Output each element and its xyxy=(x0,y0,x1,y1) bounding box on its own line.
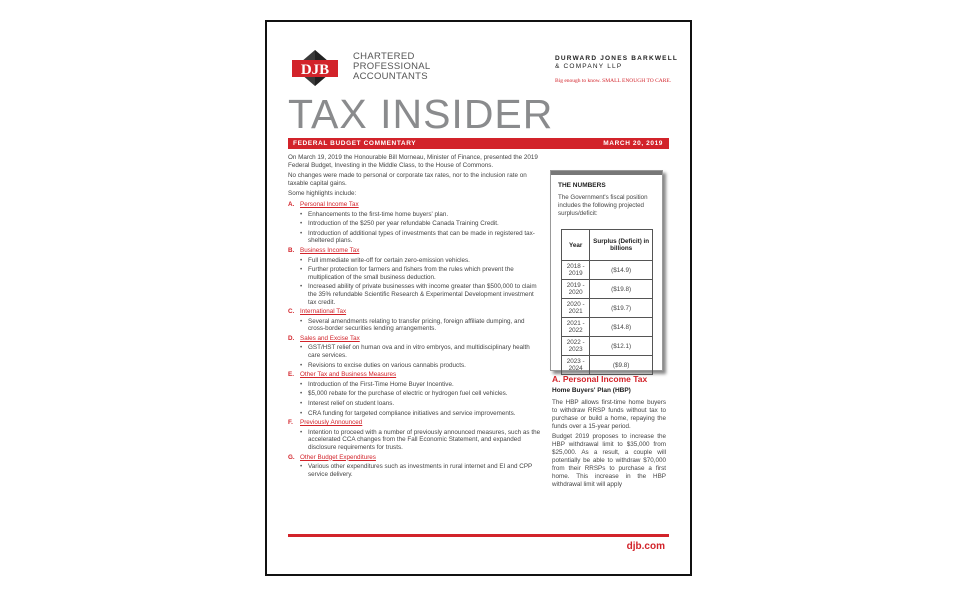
right-paragraph: The HBP allows first-time home buyers to withdraw RRSP funds without tax to purchase or build a home, repaying the funds over a 15-year period. xyxy=(552,399,666,430)
intro-paragraph: No changes were made to personal or corporate tax rates, nor to the inclusion rate on taxable capital gains. xyxy=(288,172,527,187)
table-cell-year: 2021 - 2022 xyxy=(562,318,590,337)
section-letter: C. xyxy=(288,308,295,316)
section-name: Business Income Tax xyxy=(300,246,360,254)
footer-rule xyxy=(288,534,669,537)
cpa-designation xyxy=(353,52,431,82)
list-item: • Interest relief on student loans. xyxy=(300,400,543,408)
section-list xyxy=(288,211,543,245)
tagline: Big enough to know. SMALL ENOUGH TO CARE. xyxy=(555,78,672,84)
cpa-line: ACCOUNTANTS xyxy=(353,71,428,82)
list-item: • Increased ability of private businesses with income greater than $500,000 to claim the 35% refundable Scientific Research & Experimental Development investment tax credit. xyxy=(300,283,543,306)
section-name: International Tax xyxy=(300,308,347,316)
table-cell-value: ($19.8) xyxy=(590,280,653,299)
list-item: • Several amendments relating to transfer pricing, foreign affiliate dumping, and cross-border securities lending arrangements. xyxy=(300,318,543,333)
section-list xyxy=(288,344,543,369)
table-cell-year: 2023 - 2024 xyxy=(562,356,590,375)
list-item: • CRA funding for targeted compliance initiatives and service improvements. xyxy=(300,410,543,418)
section-heading xyxy=(288,454,543,462)
newsletter-title: TAX INSIDER xyxy=(288,91,554,137)
list-item: • Introduction of the First-Time Home Buyer Incentive. xyxy=(300,381,543,389)
section-heading xyxy=(288,371,543,379)
section-heading xyxy=(288,308,543,316)
intro-paragraph: On March 19, 2019 the Honourable Bill Morneau, Minister of Finance, presented the 2019 Federal Budget, Investing in the Middle Class, to the House of Commons. xyxy=(288,154,538,169)
section-list xyxy=(288,257,543,307)
table-row xyxy=(562,280,653,299)
section-list xyxy=(288,429,543,452)
table-cell-year: 2022 - 2023 xyxy=(562,337,590,356)
section-name: Other Tax and Business Measures xyxy=(300,371,397,379)
list-item: • Intention to proceed with a number of previously announced measures, such as the accelerated CCA changes from the Fall Economic Statement, and expanded disclosure requirements for trusts. xyxy=(300,429,543,452)
list-item: • Further protection for farmers and fishers from the rules which prevent the multiplication of the small business deduction. xyxy=(300,266,543,281)
section-letter: D. xyxy=(288,334,295,342)
section-list xyxy=(288,318,543,333)
djb-logo xyxy=(288,48,342,88)
list-item: • Enhancements to the first-time home buyers' plan. xyxy=(300,211,543,219)
right-subheading: Home Buyers' Plan (HBP) xyxy=(552,387,631,394)
left-column xyxy=(288,154,543,480)
table-header-year: Year xyxy=(562,230,590,261)
list-item: • Introduction of additional types of investments that can be made in registered tax-sheltered plans. xyxy=(300,230,543,245)
table-row xyxy=(562,261,653,280)
table-cell-year: 2018 - 2019 xyxy=(562,261,590,280)
right-body xyxy=(552,399,666,491)
section-letter: F. xyxy=(288,419,293,427)
header-band xyxy=(288,138,669,149)
numbers-text: The Government's fiscal position includes the following projected surplus/deficit: xyxy=(558,194,648,217)
intro-paragraph: Some highlights include: xyxy=(288,190,357,198)
surplus-table xyxy=(561,229,653,375)
firm-sub: & COMPANY LLP xyxy=(555,63,623,70)
table-cell-value: ($9.8) xyxy=(590,356,653,375)
section-list xyxy=(288,463,543,478)
table-cell-value: ($14.8) xyxy=(590,318,653,337)
table-cell-year: 2020 - 2021 xyxy=(562,299,590,318)
section-letter: E. xyxy=(288,371,294,379)
section-name: Previously Announced xyxy=(300,419,363,427)
table-cell-value: ($19.7) xyxy=(590,299,653,318)
right-heading: A. Personal Income Tax xyxy=(552,374,648,384)
footer-url[interactable]: djb.com xyxy=(626,541,665,552)
section-list xyxy=(288,381,543,417)
numbers-box-bar xyxy=(551,171,662,175)
band-label: FEDERAL BUDGET COMMENTARY xyxy=(293,140,417,147)
list-item: • Various other expenditures such as investments in rural internet and EI and CPP service delivery. xyxy=(300,463,543,478)
section-letter: G. xyxy=(288,453,295,461)
firm-name: DURWARD JONES BARKWELL xyxy=(555,55,679,62)
table-cell-year: 2019 - 2020 xyxy=(562,280,590,299)
table-cell-value: ($14.9) xyxy=(590,261,653,280)
table-row xyxy=(562,337,653,356)
list-item: • $5,000 rebate for the purchase of electric or hydrogen fuel cell vehicles. xyxy=(300,390,543,398)
cpa-line: PROFESSIONAL xyxy=(353,61,431,72)
section-name: Sales and Excise Tax xyxy=(300,334,360,342)
table-row xyxy=(562,318,653,337)
list-item: • Revisions to excise duties on various cannabis products. xyxy=(300,362,543,370)
cpa-line: CHARTERED xyxy=(353,51,415,62)
highlight-sections xyxy=(288,201,543,478)
right-paragraph: Budget 2019 proposes to increase the HBP withdrawal limit to $35,000 from $25,000. As a result, a couple will potentially be able to withdraw $70,000 from their RRSPs to purchase a first home. This increase in the HBP withdrawal limit will apply xyxy=(552,433,666,488)
section-heading xyxy=(288,419,543,427)
section-letter: B. xyxy=(288,246,295,254)
numbers-title: THE NUMBERS xyxy=(558,182,606,189)
numbers-box xyxy=(550,170,663,371)
section-heading xyxy=(288,201,543,209)
table-row xyxy=(562,299,653,318)
list-item: • GST/HST relief on human ova and in vitro embryos, and multidisciplinary health care services. xyxy=(300,344,543,359)
section-heading xyxy=(288,335,543,343)
table-row xyxy=(562,356,653,375)
list-item: • Full immediate write-off for certain zero-emission vehicles. xyxy=(300,257,543,265)
section-name: Personal Income Tax xyxy=(300,200,359,208)
document-page xyxy=(265,20,692,576)
section-letter: A. xyxy=(288,200,295,208)
table-cell-value: ($12.1) xyxy=(590,337,653,356)
list-item: • Introduction of the $250 per year refundable Canada Training Credit. xyxy=(300,220,543,228)
section-name: Other Budget Expenditures xyxy=(300,453,376,461)
table-body xyxy=(562,261,653,375)
section-heading xyxy=(288,247,543,255)
table-header-value: Surplus (Deficit) in billions xyxy=(590,230,653,261)
band-date: MARCH 20, 2019 xyxy=(603,140,663,147)
logo-text: DJB xyxy=(300,62,330,78)
